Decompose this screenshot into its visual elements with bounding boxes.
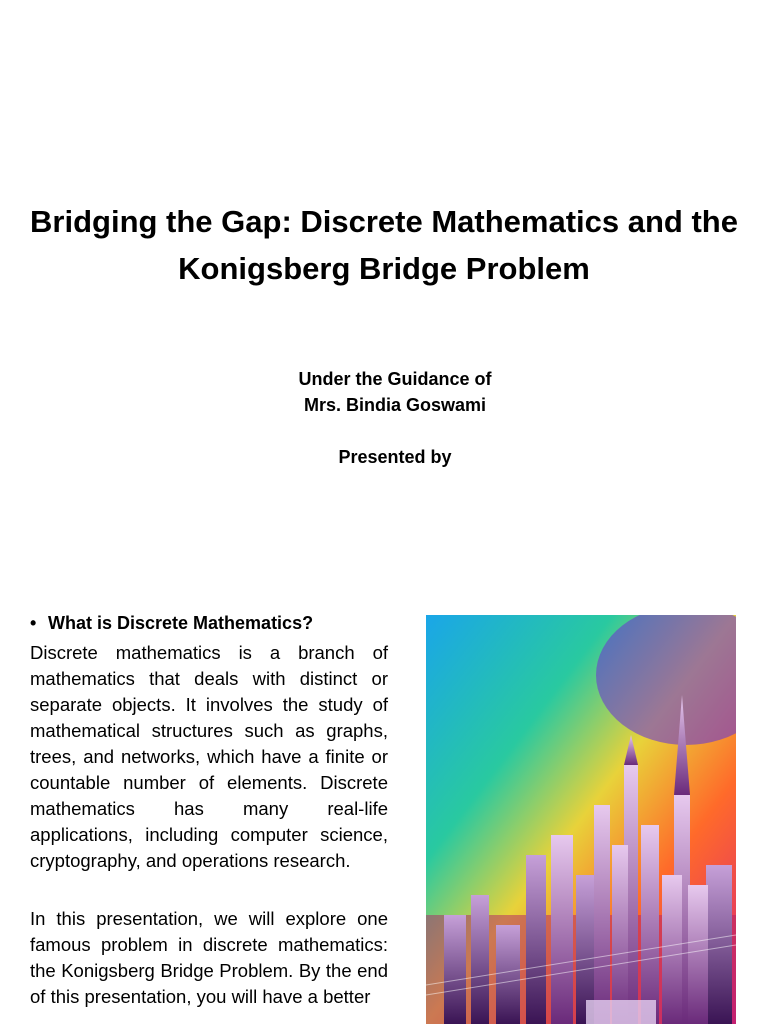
section-heading-text: What is Discrete Mathematics? — [48, 613, 314, 633]
section-heading — [30, 610, 313, 636]
guide-name: Mrs. Bindia Goswami — [303, 395, 487, 415]
paragraph-intro: In this presentation, we will explore one famous problem in discrete mathematics: the Konigsberg Bridge Problem. By the end of this presentation, you will have a better — [30, 908, 388, 1007]
city-illustration — [426, 615, 736, 1024]
bullet-icon: • — [30, 613, 37, 633]
presented-by-label: Presented by — [338, 447, 452, 467]
city-skyline-image — [426, 615, 736, 1024]
paragraph-definition: Discrete mathematics is a branch of mathematics that deals with distinct or separate objects. It involves the study of mathematical structures such as graphs, trees, and networks, which have a finite or countable number of elements. Discrete mathematics has many real-life applications, including computer science, cryptography, and operations research. — [30, 642, 388, 871]
slide-title: Bridging the Gap: Discrete Mathematics and the Konigsberg Bridge Problem — [30, 204, 738, 286]
guidance-label: Under the Guidance of — [298, 369, 492, 389]
